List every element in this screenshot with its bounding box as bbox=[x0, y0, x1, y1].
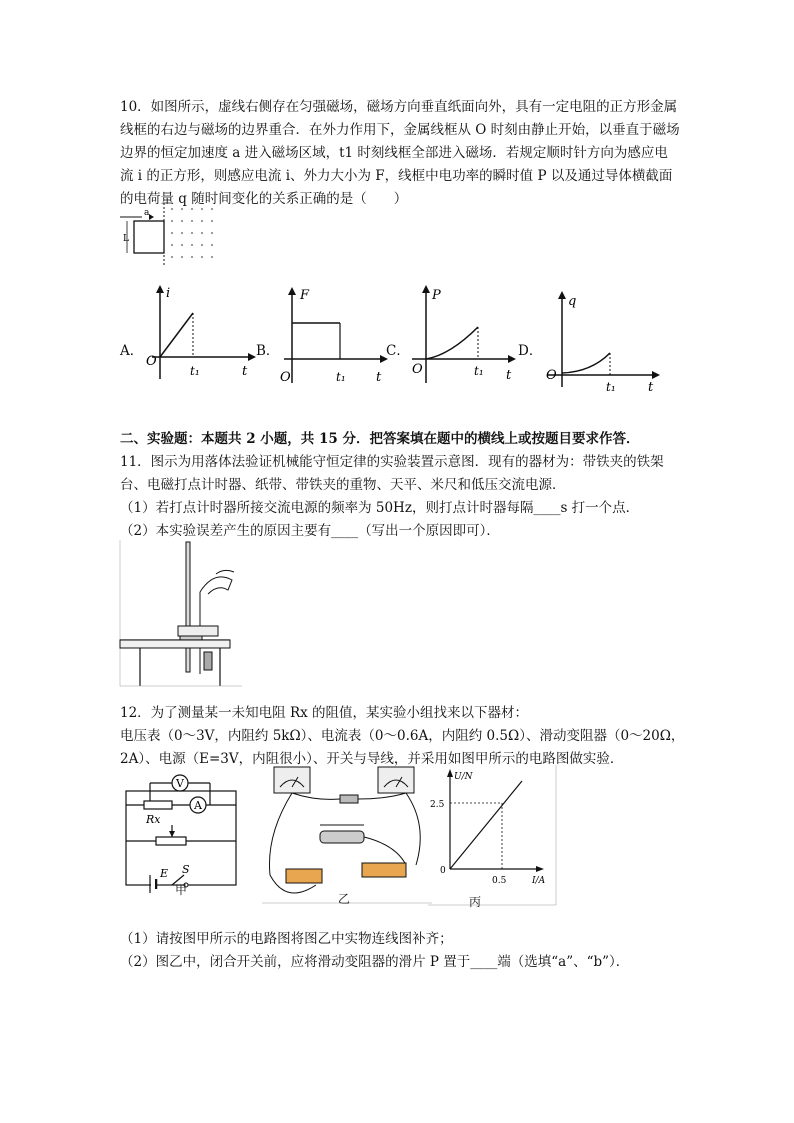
field-dot bbox=[171, 256, 173, 258]
option-d-ylabel: q bbox=[568, 294, 577, 309]
option-c-origin: O bbox=[412, 362, 423, 377]
option-b-graph bbox=[272, 283, 390, 407]
option-a-graph bbox=[140, 283, 258, 407]
graph-y-tick: 2.5 bbox=[430, 800, 445, 810]
field-dot bbox=[191, 244, 193, 246]
field-dot bbox=[171, 208, 173, 210]
field-dot bbox=[201, 244, 203, 246]
option-b-label: B． bbox=[256, 343, 280, 359]
option-a-curve bbox=[160, 313, 193, 357]
graph-ylabel: U/N bbox=[454, 772, 473, 782]
circuit-caption: 甲 bbox=[175, 883, 188, 897]
graph-xlabel: I/A bbox=[532, 876, 546, 886]
field-dot bbox=[211, 220, 213, 222]
field-dot bbox=[211, 244, 213, 246]
circuit-rx-label: Rx bbox=[146, 813, 161, 826]
option-a-t1: t₁ bbox=[190, 364, 200, 378]
field-dot bbox=[201, 208, 203, 210]
q12-text: 12．为了测量某一未知电阻 Rx 的阻值，某实验小组找来以下器材： 电压表（0～3V，内阻约 5kΩ）、电流表（0～0.6A，内阻约 0.5Ω）、滑动变阻器（0～20Ω，2A）、电源（E=3V，内阻很小）、开关与导线，并采用如图甲所示的电路图做实验． bbox=[120, 705, 685, 767]
graph-caption: 丙 bbox=[469, 895, 482, 909]
field-dot bbox=[201, 232, 203, 234]
q12-apparatus-figure bbox=[256, 765, 436, 907]
option-b-origin: O bbox=[280, 370, 291, 385]
option-d-tlabel: t bbox=[648, 380, 654, 395]
option-c-curve bbox=[426, 327, 478, 359]
q10-setup-figure bbox=[120, 203, 220, 267]
field-dot bbox=[181, 220, 183, 222]
q10-label-a: a bbox=[144, 208, 150, 218]
field-dot bbox=[191, 220, 193, 222]
option-d-curve bbox=[562, 353, 610, 373]
field-dot bbox=[191, 208, 193, 210]
graph-line bbox=[450, 781, 522, 869]
option-c-t1: t₁ bbox=[474, 364, 484, 378]
option-c-label: C． bbox=[386, 343, 410, 359]
field-dot bbox=[191, 232, 193, 234]
q11-sub1: （1）若打点计时器所接交流电源的频率为 50Hz，则打点计时器每隔____s 打一个点． bbox=[120, 500, 640, 516]
option-a-origin: O bbox=[146, 354, 157, 369]
apparatus-caption: 乙 bbox=[338, 892, 351, 906]
option-d-label: D． bbox=[518, 343, 543, 359]
field-dot bbox=[181, 256, 183, 258]
field-dot bbox=[181, 208, 183, 210]
field-dot bbox=[201, 256, 203, 258]
q12-sub1: （1）请按图甲所示的电路图将图乙中实物连线图补齐； bbox=[120, 931, 453, 947]
option-b-ylabel: F bbox=[300, 288, 310, 303]
graph-origin: 0 bbox=[440, 866, 446, 876]
option-c-tlabel: t bbox=[506, 368, 512, 383]
circuit-ammeter-label: A bbox=[194, 799, 202, 812]
option-b-t1: t₁ bbox=[336, 370, 346, 384]
option-d-graph bbox=[536, 283, 664, 407]
q12-ui-graph bbox=[428, 765, 558, 907]
option-a-label: A． bbox=[120, 343, 144, 359]
q10-label-L: L bbox=[123, 234, 129, 244]
field-dot bbox=[191, 256, 193, 258]
option-a-tlabel: t bbox=[242, 364, 248, 379]
circuit-e-label: E bbox=[160, 867, 169, 880]
field-dot bbox=[181, 232, 183, 234]
option-b-tlabel: t bbox=[376, 370, 382, 385]
section-2-heading: 二、实验题：本题共 2 小题，共 15 分．把答案填在题中的横线上或按题目要求作答． bbox=[120, 431, 640, 447]
q11-text: 11．图示为用落体法验证机械能守恒定律的实验装置示意图．现有的器材为：带铁夹的铁架台、电磁打点计时器、纸带、带铁夹的重物、天平、米尺和低压交流电源． bbox=[120, 454, 664, 493]
q10-text: 10．如图所示，虚线右侧存在匀强磁场，磁场方向垂直纸面向外，具有一定电阻的正方形金属线框的右边与磁场的边界重合．在外力作用下，金属线框从 O 时刻由静止开始，以垂直于磁场边界的恒定加速度 a 进入磁场区域，t1 时刻线框全部进入磁场．若规定顺时针方向为感应电流 i 的正方形，则感应电流 i、外力大小为 F，线框中电功率的瞬时值 P 以及通过导体横截面的电荷量 q 随时间变化的关系正确的是（ ） bbox=[120, 99, 680, 207]
option-d-t1: t₁ bbox=[606, 380, 616, 394]
circuit-voltmeter-label: V bbox=[176, 777, 184, 790]
circuit-s-label: S bbox=[182, 863, 190, 876]
q11-sub2: （2）本实验误差产生的原因主要有____（写出一个原因即可）． bbox=[120, 523, 500, 539]
field-dot bbox=[171, 232, 173, 234]
q11-apparatus-figure bbox=[120, 540, 242, 688]
q12-sub2: （2）图乙中，闭合开关前，应将滑动变阻器的滑片 P 置于____端（选填“a”、“b”）． bbox=[120, 954, 630, 970]
option-c-graph bbox=[400, 283, 518, 407]
graph-x-tick: 0.5 bbox=[492, 876, 507, 886]
field-dot bbox=[211, 256, 213, 258]
option-d-origin: O bbox=[546, 368, 557, 383]
option-a-ylabel: i bbox=[166, 286, 171, 301]
field-dot bbox=[171, 244, 173, 246]
option-c-ylabel: P bbox=[432, 288, 441, 303]
field-dot bbox=[181, 244, 183, 246]
field-dot bbox=[211, 208, 213, 210]
field-dot bbox=[171, 220, 173, 222]
field-dot bbox=[201, 220, 203, 222]
field-dot bbox=[211, 232, 213, 234]
